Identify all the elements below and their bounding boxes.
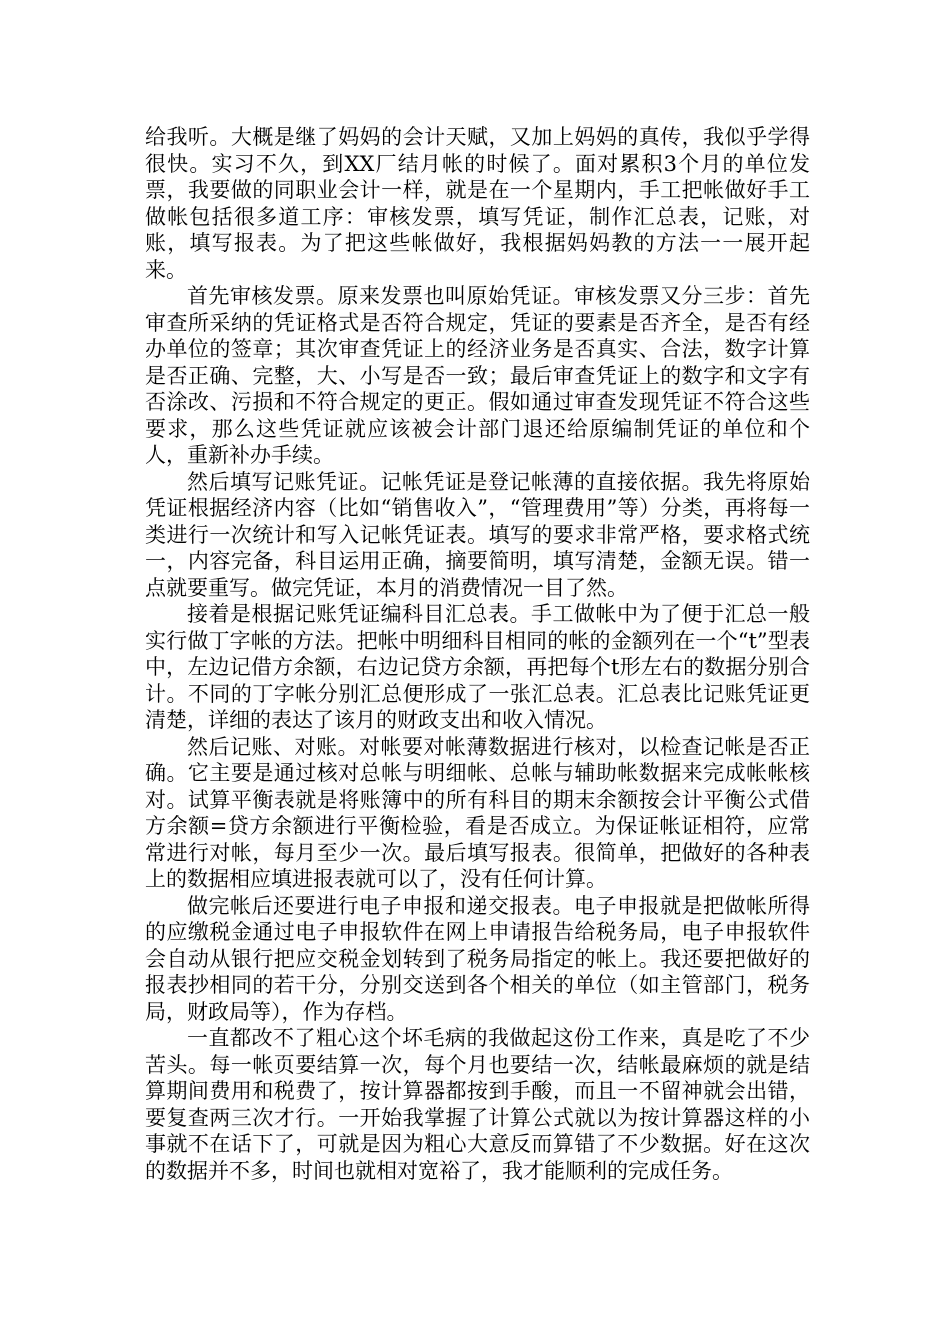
paragraph-1: 给我听。大概是继了妈妈的会计天赋，又加上妈妈的真传，我似乎学得很快。实习不久，到XX厂结月帐的时候了。面对累积3个月的单位发票，我要做的同职业会计一样，就是在一个星期内，手工把帐做好手工做帐包括很多道工序：审核发票，填写凭证，制作汇总表，记账，对账，填写报表。为了把这些帐做好，我根据妈妈教的方法一一展开起来。 — [145, 125, 810, 282]
paragraph-5: 然后记账、对账。对帐要对帐薄数据进行核对，以检查记帐是否正确。它主要是通过核对总帐与明细帐、总帐与辅助帐数据来完成帐帐核对。试算平衡表就是将账簿中的所有科目的期末余额按会计平衡公式借方余额=贷方余额进行平衡检验，看是否成立。为保证帐证相符，应常常进行对帐，每月至少一次。最后填写报表。很简单，把做好的各种表上的数据相应填进报表就可以了，没有任何计算。 — [145, 734, 810, 891]
paragraph-6: 做完帐后还要进行电子申报和递交报表。电子申报就是把做帐所得的应缴税金通过电子申报软件在网上申请报告给税务局，电子申报软件会自动从银行把应交税金划转到了税务局指定的帐上。我还要把做好的报表抄相同的若干分，分别交送到各个相关的单位（如主管部门，税务局，财政局等），作为存档。 — [145, 893, 810, 1024]
paragraph-2: 首先审核发票。原来发票也叫原始凭证。审核发票又分三步：首先审查所采纳的凭证格式是否符合规定，凭证的要素是否齐全，是否有经办单位的签章；其次审查凭证上的经济业务是否真实、合法，数字计算是否正确、完整，大、小写是否一致；最后审查凭证上的数字和文字有否涂改、污损和不符合规定的更正。假如通过审查发现凭证不符合这些要求，那么这些凭证就应该被会计部门退还给原编制凭证的单位和个人，重新补办手续。 — [145, 284, 810, 467]
paragraph-7: 一直都改不了粗心这个坏毛病的我做起这份工作来，真是吃了不少苦头。每一帐页要结算一次，每个月也要结一次，结帐最麻烦的就是结算期间费用和税费了，按计算器都按到手酸，而且一不留神就会出错，要复查两三次才行。一开始我掌握了计算公式就以为按计算器这样的小事就不在话下了，可就是因为粗心大意反而算错了不少数据。好在这次的数据并不多，时间也就相对宽裕了，我才能顺利的完成任务。 — [145, 1026, 810, 1183]
document-body — [145, 124, 810, 1184]
paragraph-4: 接着是根据记账凭证编科目汇总表。手工做帐中为了便于汇总一般实行做丁字帐的方法。把帐中明细科目相同的帐的金额列在一个“t”型表中，左边记借方余额，右边记贷方余额，再把每个t形左右的数据分别合计。不同的丁字帐分别汇总便形成了一张汇总表。汇总表比记账凭证更清楚，详细的表达了该月的财政支出和收入情况。 — [145, 602, 810, 732]
paragraph-3: 然后填写记账凭证。记帐凭证是登记帐薄的直接依据。我先将原始凭证根据经济内容（比如“销售收入”，“管理费用”等）分类，再将每一类进行一次统计和写入记帐凭证表。填写的要求非常严格，要求格式统一，内容完备，科目运用正确，摘要简明，填写清楚，金额无误。错一点就要重写。做完凭证，本月的消费情况一目了然。 — [145, 469, 810, 600]
